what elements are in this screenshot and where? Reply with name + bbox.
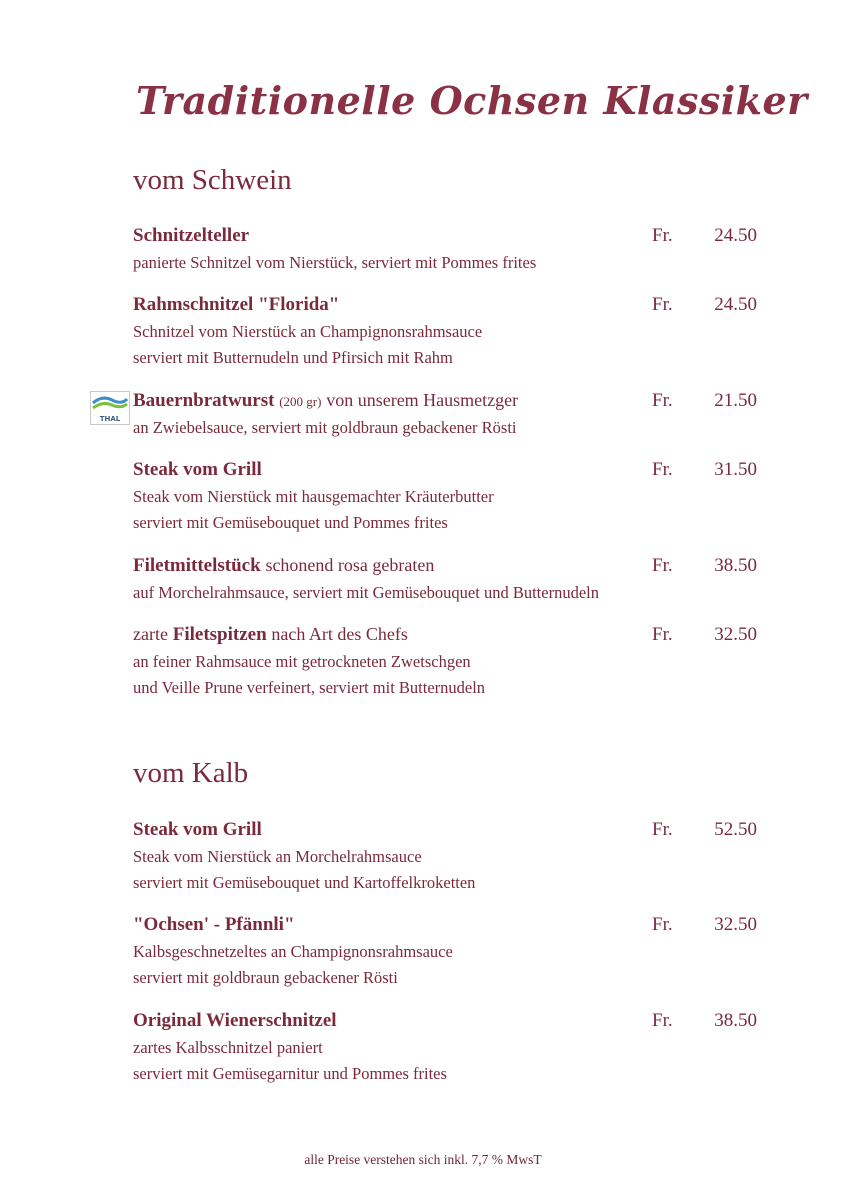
item-name: Bauernbratwurst: [133, 390, 275, 411]
item-price: 52.50: [714, 819, 757, 840]
menu-item: [133, 819, 773, 896]
footer-vat-note: alle Preise verstehen sich inkl. 7,7 % MwsT: [304, 1152, 542, 1167]
item-currency: Fr.: [652, 819, 673, 840]
regional-label-logo-icon: [90, 391, 130, 425]
item-name: Filetspitzen: [172, 624, 267, 645]
item-currency: Fr.: [652, 294, 673, 315]
item-desc-line: serviert mit Gemüsebouquet und Pommes frites: [133, 513, 448, 532]
item-desc-line: auf Morchelrahmsauce, serviert mit Gemüsebouquet und Butternudeln: [133, 583, 599, 602]
menu-item: [133, 1010, 773, 1087]
item-desc-line: Steak vom Nierstück an Morchelrahmsauce: [133, 847, 422, 866]
item-name: "Ochsen' - Pfännli": [133, 914, 295, 935]
item-desc-line: serviert mit Butternudeln und Pfirsich mit Rahm: [133, 348, 453, 367]
menu-item: [133, 555, 773, 606]
item-currency: Fr.: [652, 914, 673, 935]
item-price: 38.50: [714, 1010, 757, 1031]
item-currency: Fr.: [652, 624, 673, 645]
item-price: 38.50: [714, 555, 757, 576]
item-desc-line: und Veille Prune verfeinert, serviert mit Butternudeln: [133, 678, 486, 697]
item-price: 31.50: [714, 459, 757, 480]
item-name-suffix: nach Art des Chefs: [271, 624, 408, 644]
item-currency: Fr.: [652, 225, 673, 246]
item-desc-line: zartes Kalbsschnitzel paniert: [133, 1038, 323, 1057]
item-currency: Fr.: [652, 1010, 673, 1031]
item-desc-line: an feiner Rahmsauce mit getrockneten Zwetschgen: [133, 652, 471, 671]
item-name: Steak vom Grill: [133, 459, 262, 480]
item-name: Filetmittelstück: [133, 555, 261, 576]
item-name: Schnitzelteller: [133, 225, 250, 246]
item-price: 32.50: [714, 914, 757, 935]
menu-item: [133, 624, 773, 701]
menu-item: [133, 294, 773, 371]
item-desc-line: Schnitzel vom Nierstück an Champignonsrahmsauce: [133, 322, 483, 341]
item-desc-line: serviert mit Gemüsegarnitur und Pommes frites: [133, 1064, 447, 1083]
page-title: Traditionelle Ochsen Klassiker: [136, 78, 808, 123]
item-name: Rahmschnitzel "Florida": [133, 294, 340, 315]
item-price: 32.50: [714, 624, 757, 645]
menu-item: [133, 914, 773, 991]
item-desc-line: Steak vom Nierstück mit hausgemachter Kräuterbutter: [133, 487, 494, 506]
item-desc-line: panierte Schnitzel vom Nierstück, serviert mit Pommes frites: [133, 253, 537, 272]
item-name: Original Wienerschnitzel: [133, 1010, 337, 1031]
item-name-suffix: von unserem Hausmetzger: [326, 390, 519, 410]
item-price: 21.50: [714, 390, 757, 411]
item-desc-line: serviert mit goldbraun gebackener Rösti: [133, 968, 398, 987]
section-title-schwein: vom Schwein: [133, 164, 292, 196]
section-title-kalb: vom Kalb: [133, 757, 249, 789]
item-currency: Fr.: [652, 390, 673, 411]
item-desc-line: an Zwiebelsauce, serviert mit goldbraun gebackener Rösti: [133, 418, 517, 437]
item-price: 24.50: [714, 225, 757, 246]
menu-item: [133, 459, 773, 536]
item-desc-line: Kalbsgeschnetzeltes an Champignonsrahmsauce: [133, 942, 453, 961]
item-currency: Fr.: [652, 459, 673, 480]
item-price: 24.50: [714, 294, 757, 315]
item-currency: Fr.: [652, 555, 673, 576]
item-name: Steak vom Grill: [133, 819, 262, 840]
item-weight: (200 gr): [279, 394, 322, 409]
menu-item: [133, 225, 773, 276]
item-name-suffix: schonend rosa gebraten: [265, 555, 435, 575]
item-name-prefix: zarte: [133, 624, 168, 644]
item-desc-line: serviert mit Gemüsebouquet und Kartoffelkroketten: [133, 873, 476, 892]
svg-text:THAL: THAL: [99, 415, 121, 423]
menu-item: [133, 390, 773, 441]
